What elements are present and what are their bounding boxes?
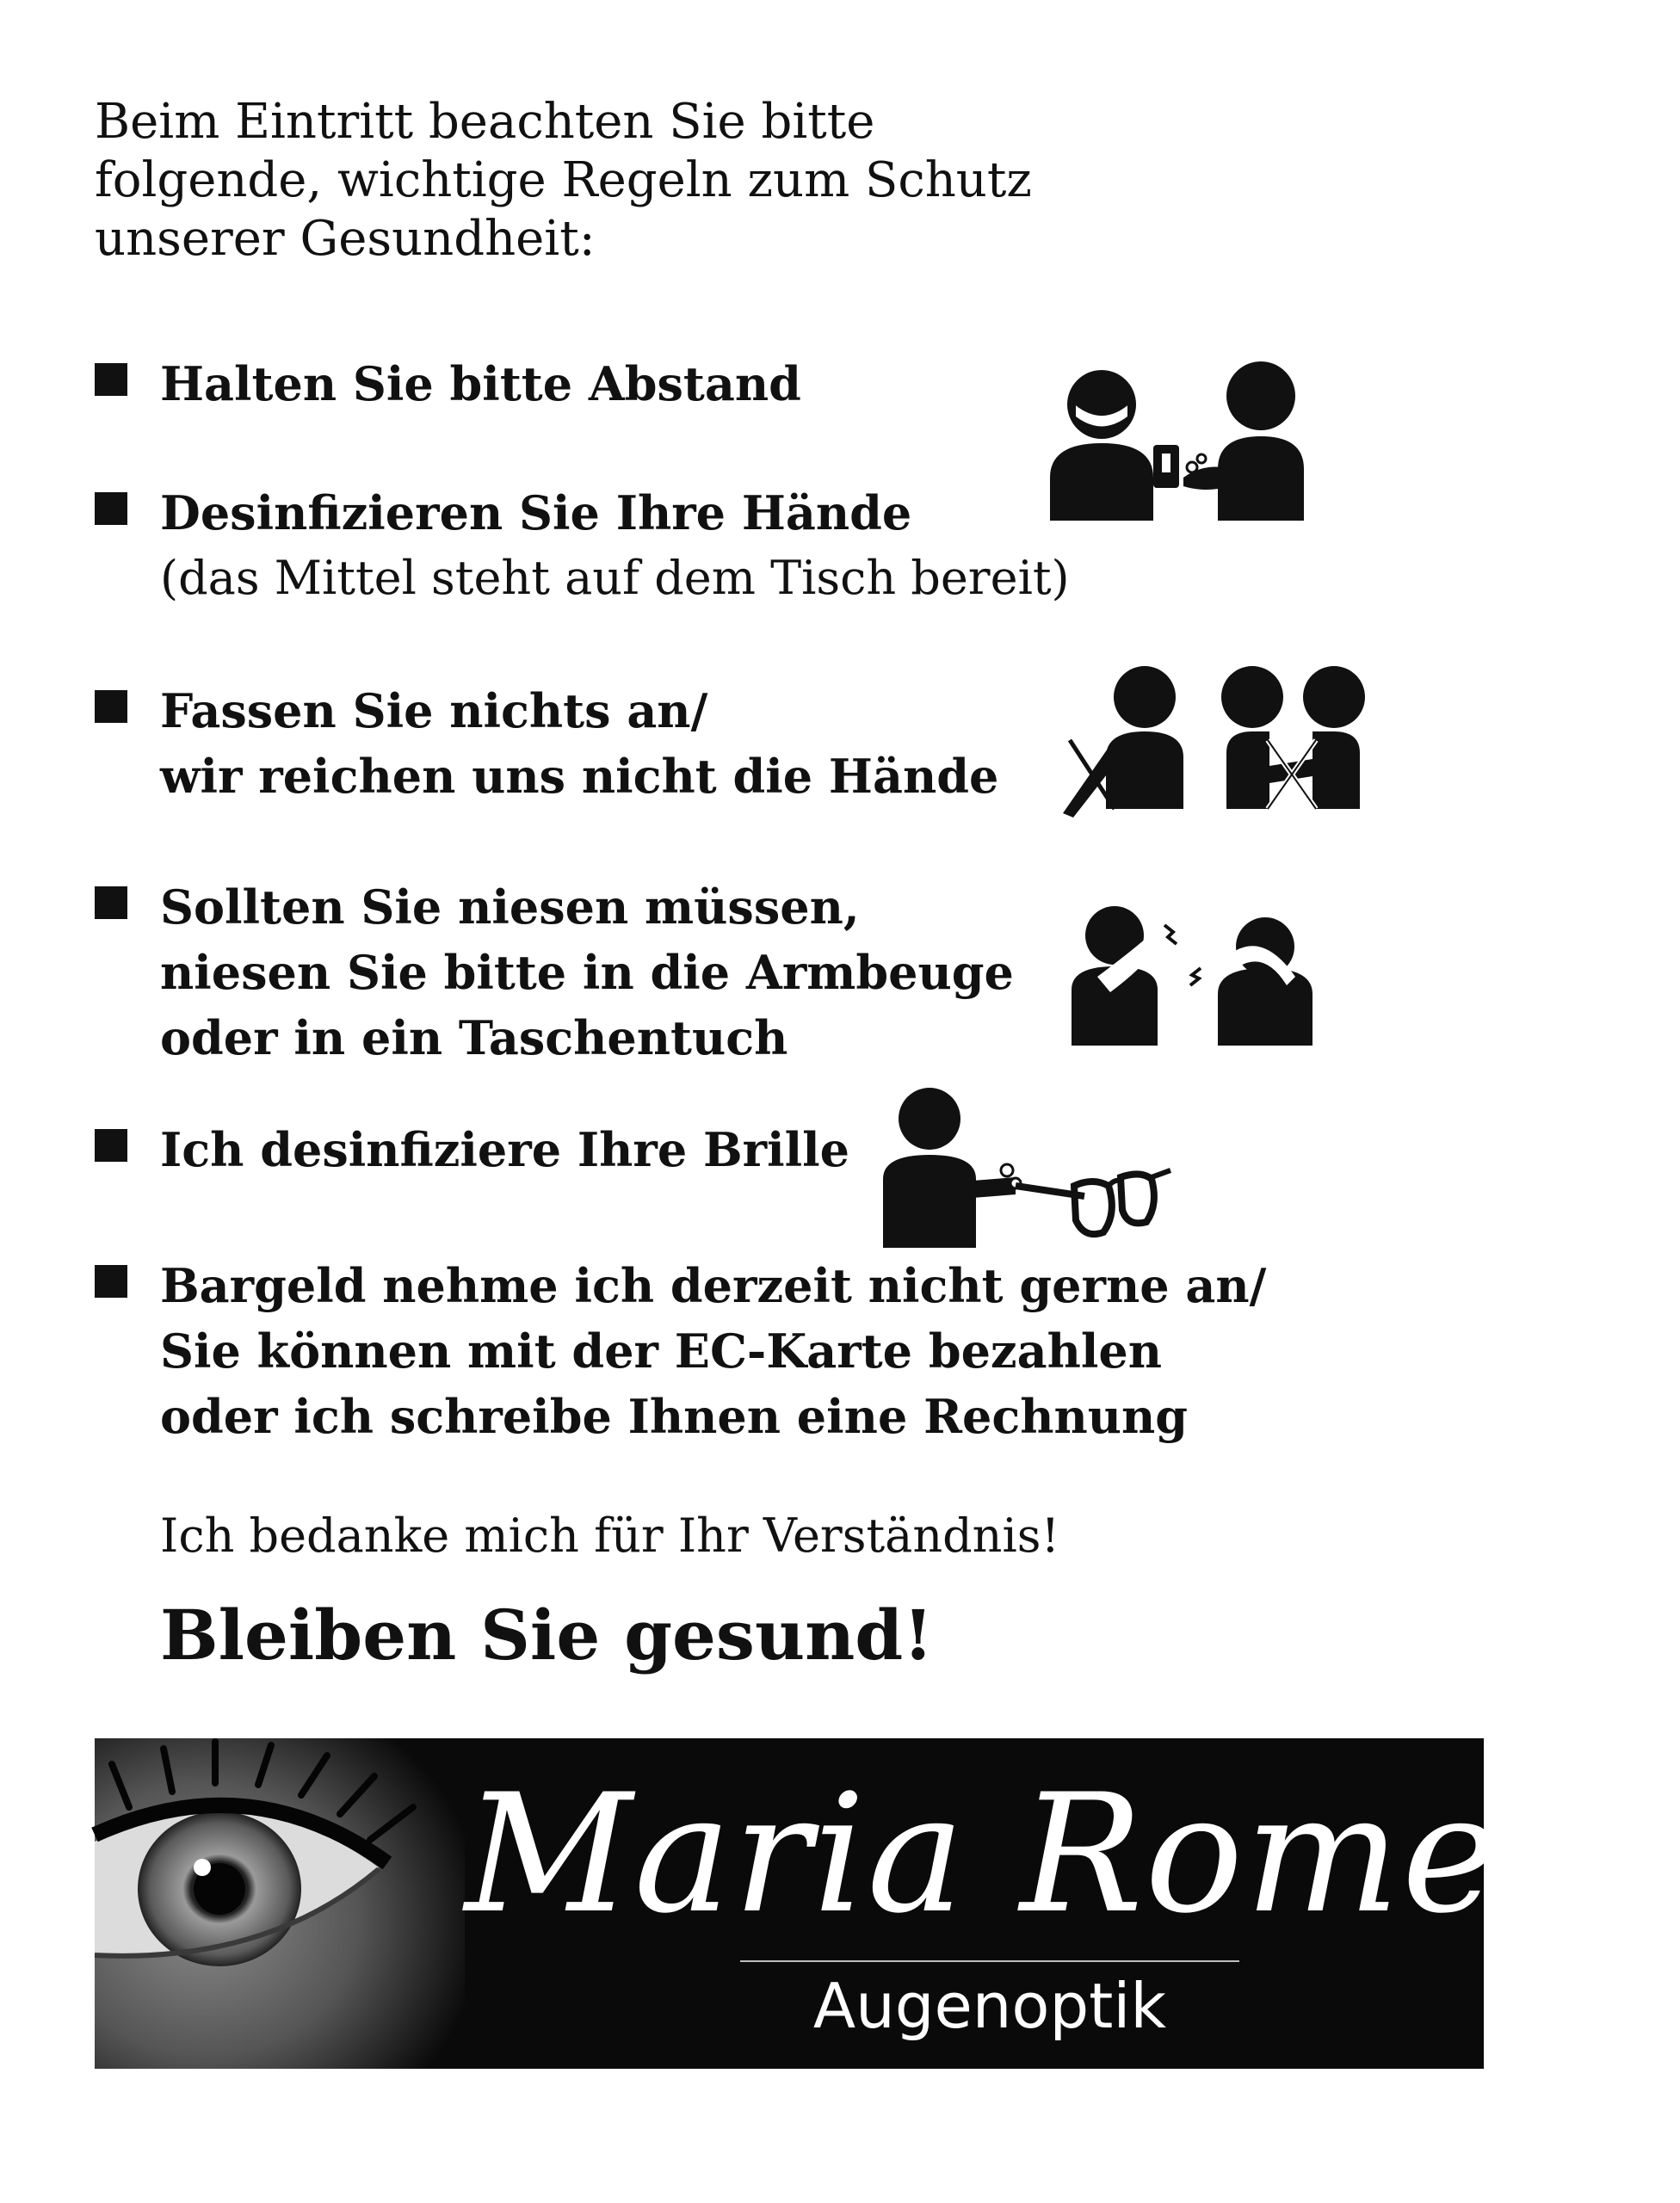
thanks-text: Ich bedanke mich für Ihr Verständnis! xyxy=(160,1509,1060,1563)
square-bullet-icon xyxy=(95,492,127,525)
rule-line: oder ich schreibe Ihnen eine Rechnung xyxy=(160,1389,1189,1444)
rule-line: Bargeld nehme ich derzeit nicht gerne an/ xyxy=(160,1258,1267,1313)
intro-line: folgende, wichtige Regeln zum Schutz xyxy=(95,152,1032,208)
sneeze-etiquette-icon xyxy=(1063,899,1321,1050)
square-bullet-icon xyxy=(95,1129,127,1162)
square-bullet-icon xyxy=(95,886,127,919)
rule-line: wir reichen uns nicht die Hände xyxy=(160,749,999,804)
rule-line: Sie können mit der EC-Karte bezahlen xyxy=(160,1324,1162,1379)
intro-text xyxy=(95,93,1214,268)
no-touch-no-handshake-icon xyxy=(1054,663,1373,835)
square-bullet-icon xyxy=(95,363,127,396)
rule-line: Desinfizieren Sie Ihre Hände xyxy=(160,485,912,540)
rule-line: Ich desinfiziere Ihre Brille xyxy=(160,1122,850,1177)
rule-line: niesen Sie bitte in die Armbeuge xyxy=(160,945,1014,1000)
rule-line: Sollten Sie niesen müssen, xyxy=(160,879,860,935)
glasses-disinfect-icon xyxy=(878,1084,1179,1256)
rule-line: Fassen Sie nichts an/ xyxy=(160,683,708,738)
rule-line: oder in ein Taschentuch xyxy=(160,1010,788,1065)
square-bullet-icon xyxy=(95,690,127,723)
brand-subtitle: Augenoptik xyxy=(812,1970,1167,2042)
eye-photo-icon xyxy=(95,1738,465,2069)
intro-line: unserer Gesundheit: xyxy=(95,211,596,267)
brand-banner xyxy=(95,1738,1680,2069)
distance-mask-icon xyxy=(1033,357,1343,529)
brand-name: Maria Romero xyxy=(465,1759,1680,1949)
square-bullet-icon xyxy=(95,1265,127,1298)
intro-line: Beim Eintritt beachten Sie bitte xyxy=(95,94,875,150)
brand-divider xyxy=(740,1960,1239,1962)
farewell-heading: Bleiben Sie gesund! xyxy=(160,1595,934,1675)
rule-note: (das Mittel steht auf dem Tisch bereit) xyxy=(160,551,1070,605)
rule-line: Halten Sie bitte Abstand xyxy=(160,356,801,411)
